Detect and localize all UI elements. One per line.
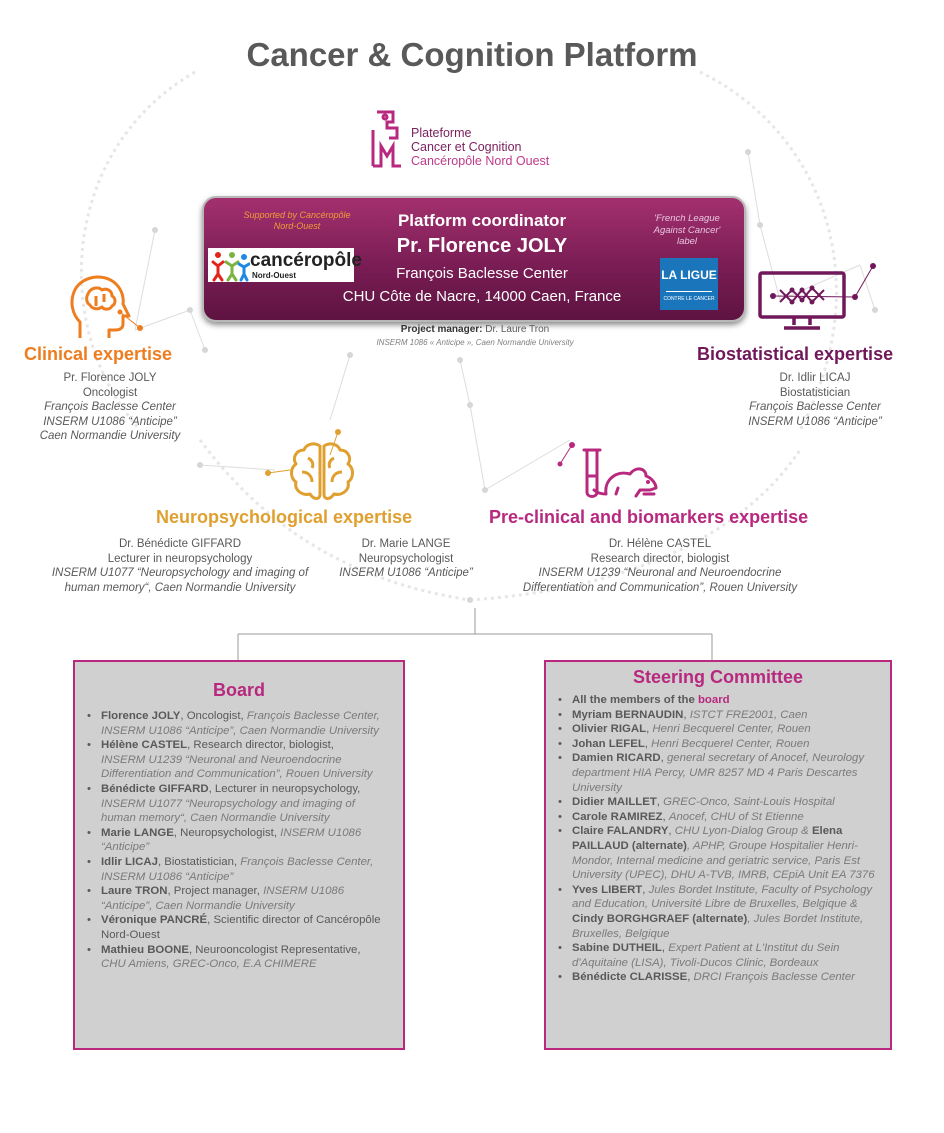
member-role: , Neuropsychologist, [173, 826, 281, 839]
project-manager [330, 324, 620, 335]
member-name: Véronique PANCRÉ [101, 914, 208, 927]
member-role: , Oncologist, [180, 710, 247, 722]
list-item: • Marie LANGE, Neuropsychologist, INSERM U1086 “Anticipe” [87, 826, 362, 854]
member-name: Myriam BERNAUDIN [572, 708, 684, 721]
member-role: , [683, 708, 690, 721]
steering-committee-list [546, 693, 890, 985]
coordinator-role: Platform coordinator [397, 211, 567, 230]
project-manager-name: Dr. Laure Tron [485, 324, 550, 335]
member-role: , Research director, biologist, [187, 739, 334, 752]
preclinical-expertise-title: Pre-clinical and biomarkers expertise [489, 507, 809, 527]
list-item: • Véronique PANCRÉ, Scientific director of Cancéropôle Nord-Ouest [87, 914, 381, 941]
board-reference: board [697, 694, 730, 706]
board-title: Board [212, 680, 265, 700]
list-item: • Idlir LICAJ, Biostatistician, François Baclesse Center, INSERM U1086 “Anticipe” [87, 855, 374, 883]
list-item: • Bénédicte GIFFARD, Lecturer in neuropsychology, INSERM U1077 “Neuropsychology and imaging of human memory“, Caen Normandie University [87, 782, 361, 825]
biostat-role: Biostatistician [779, 386, 851, 399]
monitor-chart-icon [754, 270, 850, 332]
canceropole-logo-text: cancéropôle [250, 250, 362, 271]
neuro-p1-role: Lecturer in neuropsychology [107, 552, 253, 565]
member-affiliation: Jules Bordet Institute, Faculty of Psychology and Education, Université Libre de Bruxelles, Belgique & [572, 883, 873, 911]
list-item: • Johan LEFEL, Henri Becquerel Center, Rouen [558, 737, 810, 750]
list-item: • Olivier RIGAL, Henri Becquerel Center, Rouen [558, 723, 811, 736]
neuro-p2-role: Neuropsychologist [358, 552, 454, 565]
preclinical-aff-1: INSERM U1239 “Neuronal and Neuroendocrine [538, 567, 782, 579]
member-affiliation: INSERM U1239 “Neuronal and Neuroendocrine Differentiation and Communication”, Rouen University [101, 753, 373, 781]
coordinator-address: CHU Côte de Nacre, 14000 Caen, France [342, 288, 622, 305]
logo-line-3: Cancéropôle Nord Ouest [411, 154, 550, 168]
list-item: • Mathieu BOONE, Neurooncologist Representative, CHU Amiens, GREC-Onco, E.A CHIMERE [87, 943, 361, 971]
member-role: , Project manager, [167, 885, 264, 898]
member-role: , [642, 883, 649, 896]
la-ligue-logo-sub: CONTRE LE CANCER [663, 296, 715, 302]
biostatistical-expertise-title: Biostatistical expertise [697, 344, 894, 364]
member-name: Idlir LICAJ [101, 855, 158, 868]
la-ligue-logo-text: LA LIGUE [661, 268, 717, 282]
member-name: Damien RICARD [572, 752, 661, 765]
member-name: Johan LEFEL [572, 737, 645, 750]
member-affiliation: François Baclesse Center, INSERM U1086 “Anticipe” [101, 855, 374, 883]
biostat-aff-2: INSERM U1086 “Anticipe” [748, 415, 882, 428]
list-item: • Carole RAMIREZ, Anocef, CHU of St Etienne [558, 810, 804, 823]
member-affiliation: INSERM U1086 “Anticipe”, Caen Normandie University [101, 885, 345, 912]
member-name: Marie LANGE [101, 826, 174, 839]
member-affiliation: Henri Becquerel Center, Rouen [651, 737, 810, 750]
list-item: • Didier MAILLET, GREC-Onco, Saint-Louis Hospital [558, 796, 835, 809]
member-affiliation-alternate: , Jules Bordet Institute, Bruxelles, Belgique [572, 912, 864, 940]
member-role: , [661, 942, 669, 955]
member-name: Claire FALANDRY [572, 825, 669, 838]
member-name: Olivier RIGAL [572, 723, 647, 736]
neuro-p2-name: Dr. Marie LANGE [361, 538, 451, 550]
member-affiliation: DRCI François Baclesse Center [693, 971, 855, 984]
member-role: , [646, 723, 653, 736]
steering-committee-title: Steering Committee [632, 667, 804, 687]
member-name: Sabine DUTHEIL [572, 942, 662, 955]
neuro-p1-name: Dr. Bénédicte GIFFARD [118, 538, 242, 550]
list-item: • Claire FALANDRY, CHU Lyon-Dialog Group & Elena PAILLAUD (alternate), APHP, Groupe Hospitalier Henri-Mondor, Internal medicine and geriatric service, Paris Est University (UPEC), DHU A-TVB, IMRB, CEpiA Unit EA 7376 [558, 825, 875, 882]
platform-logo-icon [365, 108, 407, 170]
member-affiliation: Henri Becquerel Center, Rouen [652, 723, 811, 736]
platform-logo-text [411, 126, 549, 168]
member-affiliation: INSERM U1086 “Anticipe” [101, 826, 362, 854]
list-item: • Damien RICARD, general secretary of Anocef, Neurology department HIA Percy, UMR 8257 MD 4 Paris Descartes University [558, 752, 865, 794]
member-affiliation: CHU Amiens, GREC-Onco, E.A CHIMERE [101, 958, 317, 971]
member-role: , Scientific director of Cancéropôle Nord-Ouest [101, 914, 381, 941]
list-item: • Florence JOLY, Oncologist, François Baclesse Center, INSERM U1086 “Anticipe”, Caen Normandie University [87, 710, 380, 737]
neuro-p1-aff-2: human memory“, Caen Normandie University [64, 581, 296, 594]
list-item: • Laure TRON, Project manager, INSERM U1086 “Anticipe”, Caen Normandie University [87, 885, 345, 912]
canceropole-logo-sub: Nord-Ouest [252, 271, 296, 280]
page-title: Cancer & Cognition Platform [246, 36, 698, 73]
member-affiliation-alternate: , APHP, Groupe Hospitalier Henri-Mondor, Internal medicine and geriatric service, Paris Est University (UPEC), DHU A-TVB, IMRB, CEpiA Unit EA 7376 [572, 839, 875, 882]
supported-by-label: Supported by Cancéropôle Nord-Ouest [243, 210, 351, 231]
member-name: Bénédicte GIFFARD [101, 782, 209, 795]
logo-line-2: Cancer et Cognition [411, 140, 522, 154]
member-name: Yves LIBERT [572, 883, 643, 896]
neuro-p1-aff-1: INSERM U1077 “Neuropsychology and imaging of [51, 567, 309, 579]
member-name: Hélène CASTEL [101, 739, 188, 752]
list-item: • Bénédicte CLARISSE, DRCI François Baclesse Center [558, 971, 855, 984]
preclinical-aff-2: Differentiation and Communication”, Rouen University [522, 581, 798, 594]
clinical-role: Oncologist [82, 386, 138, 399]
coordinator-center: François Baclesse Center [396, 265, 568, 282]
member-role: , Neurooncologist Representative, [188, 943, 361, 956]
neuro-person-1 [40, 537, 320, 595]
list-item: • Hélène CASTEL, Research director, biologist, INSERM U1239 “Neuronal and Neuroendocrine Differentiation and Communication”, Rouen University [87, 739, 373, 781]
canceropole-figures-icon [210, 248, 250, 282]
clinical-person [10, 371, 210, 444]
member-affiliation: François Baclesse Center, INSERM U1086 “Anticipe”, Caen Normandie University [101, 710, 380, 737]
preclinical-role: Research director, biologist [590, 552, 730, 565]
member-name: Laure TRON [101, 885, 168, 898]
member-name: Didier MAILLET [572, 796, 657, 809]
member-affiliation: ISTCT FRE2001, Caen [689, 708, 808, 721]
league-label: 'French League Against Cancer' label [653, 213, 721, 247]
brain-icon [286, 440, 358, 502]
project-manager-affiliation: INSERM 1086 « Anticipe », Caen Normandie University [376, 338, 574, 347]
canceropole-logo [208, 248, 362, 282]
board-panel [73, 660, 405, 1050]
neuro-p2-aff-1: INSERM U1086 “Anticipe” [339, 567, 473, 579]
list-item: • Sabine DUTHEIL, Expert Patient at L'Institut du Sein d'Aquitaine (LISA), Tivoli-Ducos Clinic, Bordeaux [558, 942, 840, 969]
member-affiliation: Anocef, CHU of St Etienne [668, 810, 804, 823]
la-ligue-logo [660, 258, 718, 310]
member-role: , [656, 796, 664, 809]
head-brain-icon [68, 272, 134, 342]
member-role: , Lecturer in neuropsychology, [208, 782, 361, 795]
member-name-alternate: Elena PAILLAUD (alternate) [572, 825, 843, 852]
member-affiliation: Expert Patient at L'Institut du Sein d'Aquitaine (LISA), Tivoli-Ducos Clinic, Bordeaux [572, 942, 840, 969]
biostat-name: Dr. Idlir LICAJ [779, 372, 851, 384]
coordinator-name: Pr. Florence JOLY [396, 235, 568, 257]
biostat-aff-1: François Baclesse Center [749, 401, 881, 413]
list-item: • All the members of the board [558, 694, 730, 706]
list-item: • Yves LIBERT, Jules Bordet Institute, Faculty of Psychology and Education, Université Libre de Bruxelles, Belgique & Cindy BORGHGRAEF (alternate), Jules Bordet Institute, Bruxelles, Belgique [558, 883, 873, 940]
member-role: , [660, 752, 667, 765]
clinical-aff-2: INSERM U1086 “Anticipe” [43, 415, 177, 428]
member-role: , Biostatistician, [157, 855, 241, 868]
member-name-alternate: Cindy BORGHGRAEF (alternate) [572, 912, 748, 925]
list-item: • Myriam BERNAUDIN, ISTCT FRE2001, Caen [558, 708, 808, 721]
neuropsychological-expertise-title: Neuropsychological expertise [156, 507, 413, 527]
member-name: Carole RAMIREZ [572, 810, 663, 823]
member-affiliation: general secretary of Anocef, Neurology department HIA Percy, UMR 8257 MD 4 Paris Descartes University [572, 752, 865, 794]
member-role: , [662, 810, 669, 823]
member-affiliation: INSERM U1077 “Neuropsychology and imaging of human memory“, Caen Normandie University [101, 797, 355, 825]
clinical-expertise-title: Clinical expertise [24, 344, 173, 364]
steering-committee-panel [544, 660, 892, 1050]
member-role: , [668, 825, 675, 838]
member-name: Bénédicte CLARISSE [572, 971, 688, 984]
preclinical-name: Dr. Hélène CASTEL [608, 538, 712, 550]
biostat-person [720, 371, 910, 429]
board-list [75, 709, 403, 972]
clinical-aff-3: Caen Normandie University [39, 430, 181, 442]
platform-logo [365, 108, 595, 174]
preclinical-person [490, 537, 830, 595]
test-tube-mouse-icon [582, 446, 662, 502]
member-role: , [644, 737, 652, 750]
neuro-person-2 [326, 537, 486, 581]
clinical-name: Pr. Florence JOLY [63, 372, 157, 384]
logo-line-1: Plateforme [411, 126, 472, 140]
member-affiliation: CHU Lyon-Dialog Group & [674, 825, 812, 838]
member-name: Mathieu BOONE [101, 943, 189, 956]
member-name: Florence JOLY [101, 710, 181, 722]
project-manager-label: Project manager: [400, 324, 483, 335]
member-affiliation: GREC-Onco, Saint-Louis Hospital [663, 796, 835, 809]
clinical-aff-1: François Baclesse Center [44, 401, 176, 413]
member-role: , [687, 971, 694, 984]
